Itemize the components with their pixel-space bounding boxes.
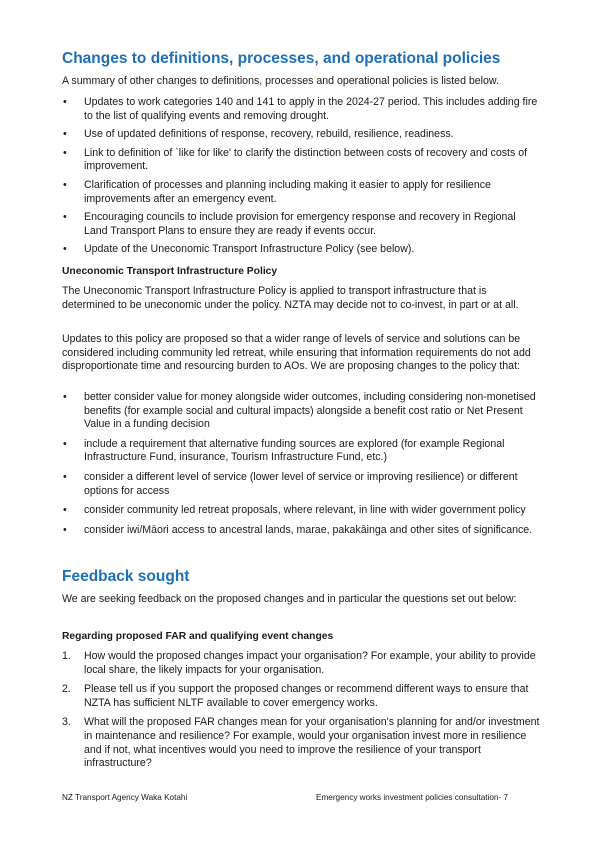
list-item: • consider iwi/Māori access to ancestral lands, marae, pakakāinga and other sites of significance. [63,523,533,536]
bullet-icon: • [63,146,67,159]
bullet-icon: • [63,504,67,517]
bullet-icon: • [63,523,67,536]
list-item: • include a requirement that alternative funding sources are explored (for example Regional Infrastructure Fund, insurance, Tourism Infrastructure Fund, etc.) [63,437,505,464]
list-item: • Update of the Uneconomic Transport Infrastructure Policy (see below). [63,243,415,256]
list-item: • Use of updated definitions of response, recovery, rebuild, resilience, readiness. [63,128,454,141]
subheading-uneconomic-policy: Uneconomic Transport Infrastructure Policy [62,266,278,277]
bullet-icon: • [63,470,67,483]
bullet-icon: • [63,96,67,108]
list-item: • consider community led retreat proposals, where relevant, in line with wider government policy [63,504,526,517]
policy-changes-bullet-list [62,391,540,537]
footer-right: Emergency works investment policies consultation- 7 [316,793,509,802]
feedback-questions-list [62,650,540,771]
section-intro: A summary of other changes to definitions, processes and operational policies is listed below. [62,75,499,87]
question-item: 2. Please tell us if you support the proposed changes or recommend different ways to ensure that NZTA has sufficient NLTF available to cover emergency works. [62,683,529,709]
footer-left: NZ Transport Agency Waka Kotahi [62,793,188,802]
bullet-icon: • [63,243,67,256]
question-item: 1. How would the proposed changes impact your organisation? For example, your ability to provide local share, the likely impacts for your organisation. [62,650,536,676]
list-item: • Updates to work categories 140 and 141 to apply in the 2024-27 period. This includes adding fire to the list of qualifying events and removing drought. [63,96,538,122]
uneconomic-para-1: The Uneconomic Transport Infrastructure Policy is applied to transport infrastructure that is determined to be uneconomic under the policy. NZTA may decide not to co-invest, in part or at all. [62,285,519,311]
list-item: • Clarification of processes and planning including making it easier to apply for resilience improvements after an emergency event. [63,178,491,205]
bullet-icon: • [63,437,67,450]
section-title-changes: Changes to definitions, processes, and operational policies [62,50,501,67]
section-title-feedback: Feedback sought [62,568,190,585]
list-item: • Encouraging councils to include provision for emergency response and recovery in Regional Land Transport Plans to ensure they are ready if events occur. [63,211,516,237]
subheading-far-questions: Regarding proposed FAR and qualifying event changes [62,631,334,642]
question-item: 3. What will the proposed FAR changes mean for your organisation's planning for and/or investment in maintenance and resilience? For example, would your organisation invest more in resilience and if not, what incentives would you need to improve the resilience of your transport infrastructure? [62,716,540,770]
bullet-icon: • [63,178,67,191]
feedback-intro: We are seeking feedback on the proposed changes and in particular the questions set out below: [62,593,517,605]
uneconomic-para-2: Updates to this policy are proposed so that a wider range of levels of service and solutions can be considered including community led retreat, while ensuring that information requirements do not add disproportionate time and resourcing burden to AOs. We are proposing changes to the policy that: [62,333,531,373]
list-item: • Link to definition of `like for like' to clarify the distinction between costs of recovery and costs of improvement. [63,146,528,173]
bullet-icon: • [63,211,67,224]
list-item: • consider a different level of service (lower level of service or improving resilience) or different options for access [63,470,518,497]
changes-bullet-list [62,96,540,257]
list-item: • better consider value for money alongside wider outcomes, including considering non-monetised benefits (for example social and cultural impacts) alongside a benefit cost ratio or Net Present Value in a funding decision [63,391,536,431]
bullet-icon: • [63,128,67,141]
bullet-icon: • [63,391,67,403]
